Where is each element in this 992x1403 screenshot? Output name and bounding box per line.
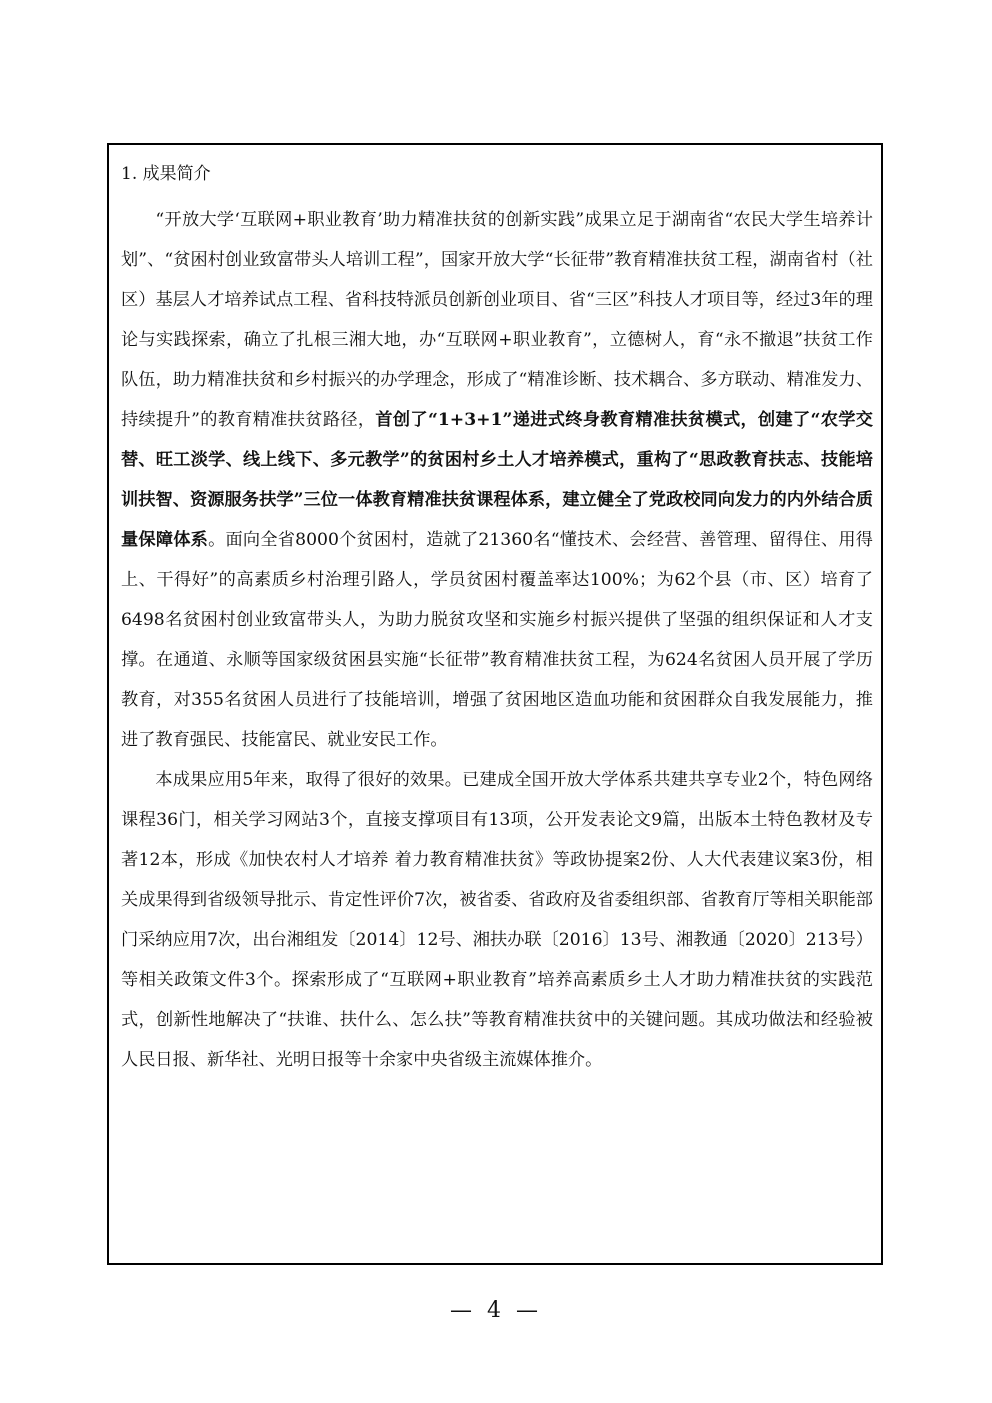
page-number: — 4 — [450, 1298, 542, 1323]
section-heading: 1. 成果简介 [121, 164, 211, 184]
paragraph-2: 本成果应用5年来，取得了很好的效果。已建成全国开放大学体系共建共享专业2个，特色网络课程36门，相关学习网站3个，直接支撑项目有13项，公开发表论文9篇，出版本土特色教材及专著12本，形成《加快农村人才培养 着力教育精准扶贫》等政协提案2份、人大代表建议案3份，相关成果得到省级领导批示、肯定性评价7次，被省委、省政府及省委组织部、省教育厅等相关职能部门采纳应用7次，出台湘组发〔2014〕12号、湘扶办联〔2016〕13号、湘教通〔2020〕213号）等相关政策文件3个。探索形成了“互联网+职业教育”培养高素质乡土人才助力精准扶贫的实践范式，创新性地解决了“扶谁、扶什么、怎么扶”等教育精准扶贫中的关键问题。其成功做法和经验被人民日报、新华社、光明日报等十余家中央省级主流媒体推介。 [121, 770, 873, 1070]
content-frame [107, 143, 883, 1265]
paragraph-1 [121, 200, 873, 760]
body-text [121, 200, 873, 1080]
paragraph-1-intro: “开放大学‘互联网+职业教育’助力精准扶贫的创新实践”成果立足于湖南省“农民大学生培养计划”、“贫困村创业致富带头人培训工程”，国家开放大学“长征带”教育精准扶贫工程，湖南省村（社区）基层人才培养试点工程、省科技特派员创新创业项目、省“三区”科技人才项目等，经过3年的理论与实践探索，确立了扎根三湘大地，办“互联网+职业教育”，立德树人，育“永不撤退”扶贫工作队伍，助力精准扶贫和乡村振兴的办学理念，形成了“精准诊断、技术耦合、多方联动、精准发力、持续提升”的教育精准扶贫路径， [121, 210, 873, 430]
paragraph-1-outcome: 。面向全省8000个贫困村，造就了21360名“懂技术、会经营、善管理、留得住、用得上、干得好”的高素质乡村治理引路人，学员贫困村覆盖率达100%；为62个县（市、区）培育了6498名贫困村创业致富带头人，为助力脱贫攻坚和实施乡村振兴提供了坚强的组织保证和人才支撑。在通道、永顺等国家级贫困县实施“长征带”教育精准扶贫工程，为624名贫困人员开展了学历教育，对355名贫困人员进行了技能培训，增强了贫困地区造血功能和贫困群众自我发展能力，推进了教育强民、技能富民、就业安民工作。 [121, 530, 873, 750]
paragraph-1-highlight: 首创了“1+3+1”递进式终身教育精准扶贫模式，创建了“农学交替、旺工淡学、线上线下、多元教学”的贫困村乡土人才培养模式，重构了“思政教育扶志、技能培训扶智、资源服务扶学”三位一体教育精准扶贫课程体系，建立健全了党政校同向发力的内外结合质量保障体系 [121, 410, 873, 550]
